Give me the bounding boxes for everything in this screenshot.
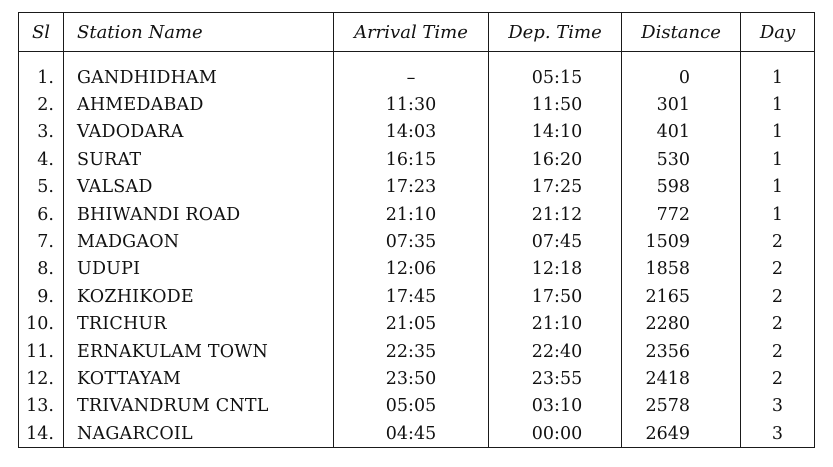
cell-arrival: 05:05	[334, 393, 489, 420]
cell-day: 2	[741, 256, 815, 283]
cell-distance: 2165	[622, 283, 741, 310]
table-row	[19, 91, 815, 118]
cell-departure: 16:20	[489, 146, 622, 173]
cell-sl: 9.	[19, 283, 64, 310]
cell-distance: 1858	[622, 256, 741, 283]
cell-departure: 11:50	[489, 91, 622, 118]
cell-departure: 07:45	[489, 228, 622, 255]
cell-arrival: 21:05	[334, 311, 489, 338]
cell-departure: 05:15	[489, 52, 622, 92]
cell-distance: 1509	[622, 228, 741, 255]
train-timetable	[18, 12, 815, 448]
cell-station: GANDHIDHAM	[64, 52, 334, 92]
table-row	[19, 420, 815, 448]
table-row	[19, 256, 815, 283]
cell-sl: 2.	[19, 91, 64, 118]
cell-station: VADODARA	[64, 119, 334, 146]
cell-sl: 4.	[19, 146, 64, 173]
cell-arrival: 04:45	[334, 420, 489, 448]
cell-arrival: 14:03	[334, 119, 489, 146]
cell-distance: 598	[622, 174, 741, 201]
cell-day: 1	[741, 52, 815, 92]
cell-distance: 0	[622, 52, 741, 92]
cell-station: MADGAON	[64, 228, 334, 255]
cell-departure: 21:12	[489, 201, 622, 228]
cell-departure: 23:55	[489, 365, 622, 392]
column-header-departure: Dep. Time	[489, 13, 622, 52]
cell-station: SURAT	[64, 146, 334, 173]
cell-sl: 10.	[19, 311, 64, 338]
cell-arrival: 16:15	[334, 146, 489, 173]
cell-departure: 17:25	[489, 174, 622, 201]
cell-sl: 3.	[19, 119, 64, 146]
timetable-sheet	[18, 12, 814, 449]
cell-station: KOTTAYAM	[64, 365, 334, 392]
cell-arrival: 12:06	[334, 256, 489, 283]
cell-departure: 22:40	[489, 338, 622, 365]
cell-station: TRIVANDRUM CNTL	[64, 393, 334, 420]
cell-arrival: 21:10	[334, 201, 489, 228]
table-row	[19, 201, 815, 228]
cell-distance: 2418	[622, 365, 741, 392]
column-header-arrival: Arrival Time	[334, 13, 489, 52]
cell-distance: 301	[622, 91, 741, 118]
cell-sl: 12.	[19, 365, 64, 392]
cell-station: TRICHUR	[64, 311, 334, 338]
cell-station: KOZHIKODE	[64, 283, 334, 310]
cell-distance: 2649	[622, 420, 741, 448]
cell-departure: 14:10	[489, 119, 622, 146]
cell-day: 1	[741, 174, 815, 201]
column-header-day: Day	[741, 13, 815, 52]
cell-arrival: 22:35	[334, 338, 489, 365]
cell-day: 1	[741, 146, 815, 173]
cell-day: 1	[741, 201, 815, 228]
cell-day: 3	[741, 420, 815, 448]
cell-sl: 6.	[19, 201, 64, 228]
cell-day: 2	[741, 311, 815, 338]
cell-distance: 530	[622, 146, 741, 173]
cell-arrival: –	[334, 52, 489, 92]
cell-station: NAGARCOIL	[64, 420, 334, 448]
table-row	[19, 146, 815, 173]
cell-day: 3	[741, 393, 815, 420]
cell-day: 2	[741, 338, 815, 365]
cell-arrival: 11:30	[334, 91, 489, 118]
table-header	[19, 13, 815, 52]
cell-sl: 14.	[19, 420, 64, 448]
cell-departure: 12:18	[489, 256, 622, 283]
header-row	[19, 13, 815, 52]
table-row	[19, 311, 815, 338]
column-header-distance: Distance	[622, 13, 741, 52]
cell-day: 2	[741, 283, 815, 310]
cell-distance: 2280	[622, 311, 741, 338]
cell-sl: 13.	[19, 393, 64, 420]
table-row	[19, 393, 815, 420]
table-row	[19, 283, 815, 310]
cell-station: BHIWANDI ROAD	[64, 201, 334, 228]
cell-sl: 7.	[19, 228, 64, 255]
table-row	[19, 365, 815, 392]
cell-departure: 03:10	[489, 393, 622, 420]
table-row	[19, 119, 815, 146]
cell-day: 1	[741, 91, 815, 118]
table-row	[19, 52, 815, 92]
cell-day: 2	[741, 365, 815, 392]
column-header-station: Station Name	[64, 13, 334, 52]
cell-distance: 2578	[622, 393, 741, 420]
table-row	[19, 338, 815, 365]
cell-sl: 11.	[19, 338, 64, 365]
cell-arrival: 17:45	[334, 283, 489, 310]
column-header-sl: Sl	[19, 13, 64, 52]
cell-arrival: 23:50	[334, 365, 489, 392]
cell-arrival: 07:35	[334, 228, 489, 255]
cell-day: 1	[741, 119, 815, 146]
cell-departure: 21:10	[489, 311, 622, 338]
cell-station: VALSAD	[64, 174, 334, 201]
cell-distance: 401	[622, 119, 741, 146]
table-row	[19, 228, 815, 255]
cell-sl: 8.	[19, 256, 64, 283]
table-body	[19, 52, 815, 448]
cell-sl: 1.	[19, 52, 64, 92]
cell-distance: 772	[622, 201, 741, 228]
cell-day: 2	[741, 228, 815, 255]
cell-station: ERNAKULAM TOWN	[64, 338, 334, 365]
cell-departure: 17:50	[489, 283, 622, 310]
cell-distance: 2356	[622, 338, 741, 365]
cell-station: UDUPI	[64, 256, 334, 283]
cell-departure: 00:00	[489, 420, 622, 448]
cell-station: AHMEDABAD	[64, 91, 334, 118]
table-row	[19, 174, 815, 201]
cell-arrival: 17:23	[334, 174, 489, 201]
cell-sl: 5.	[19, 174, 64, 201]
